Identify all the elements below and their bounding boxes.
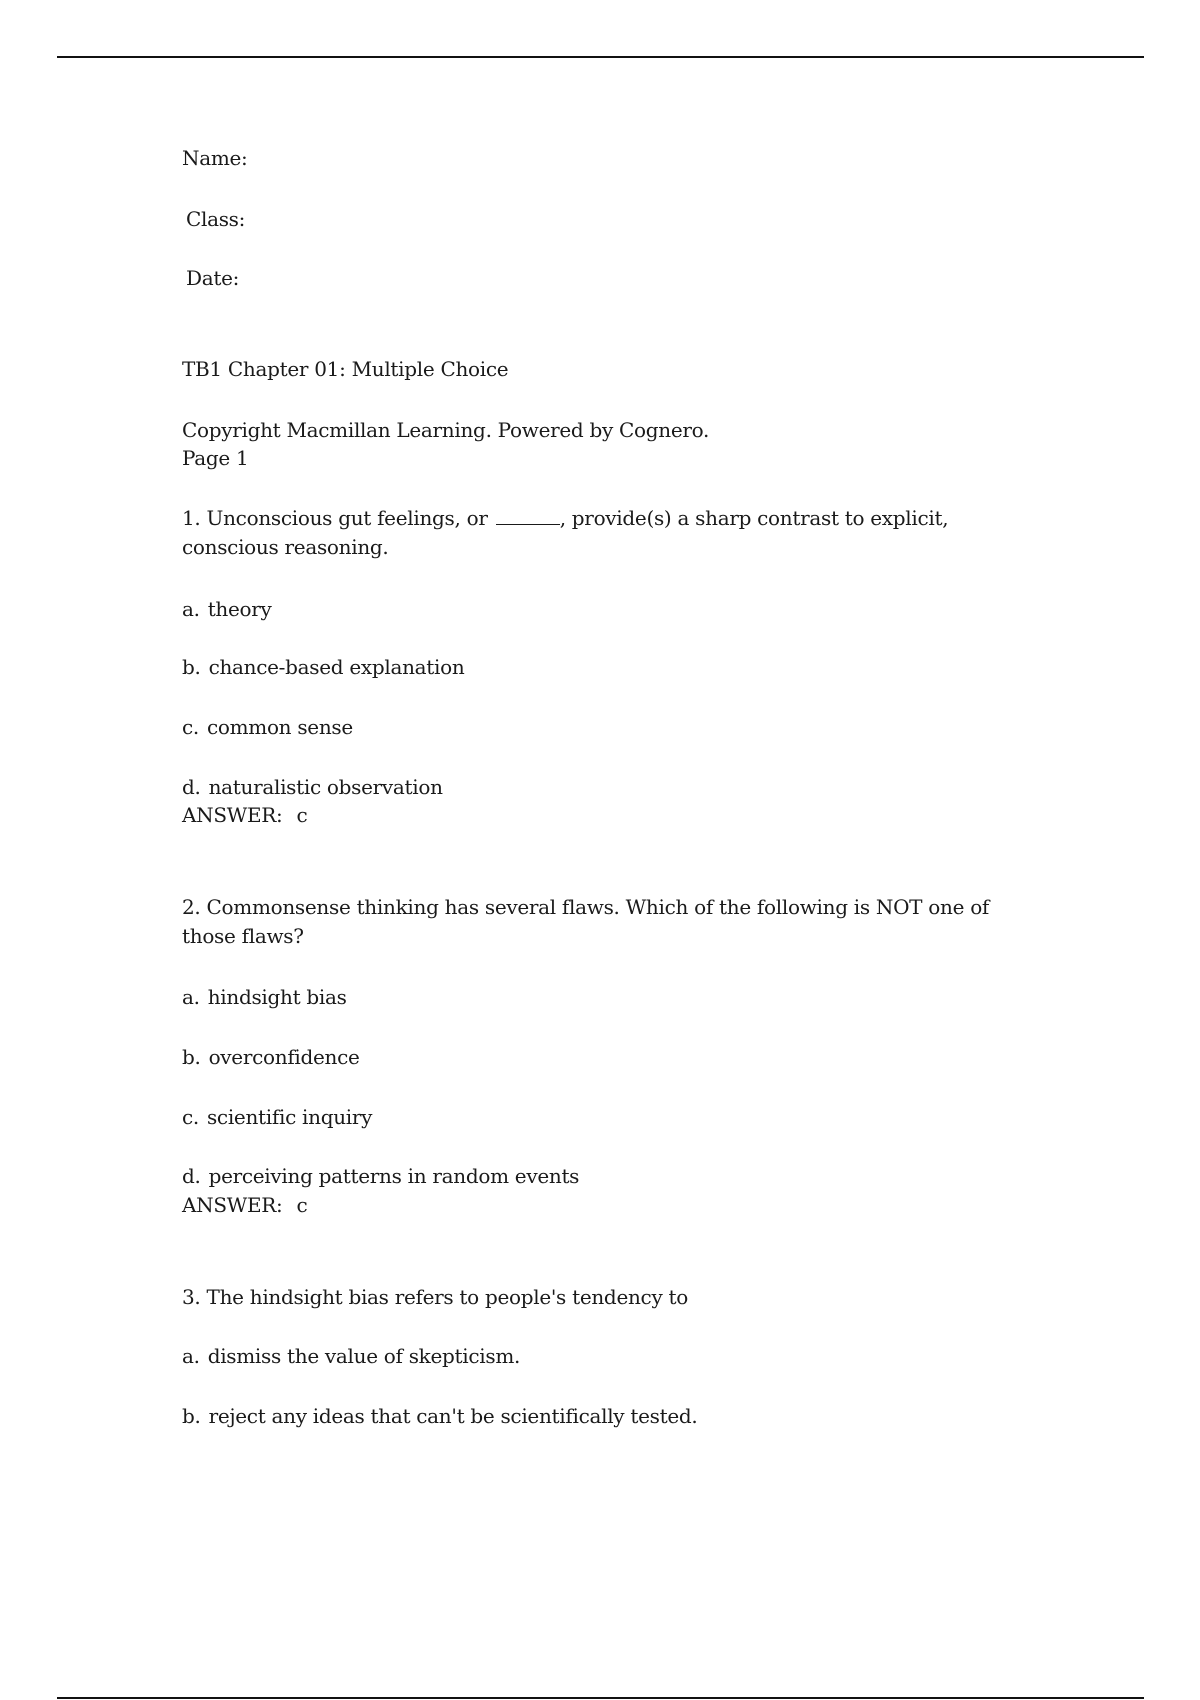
- option-letter: a.: [182, 985, 200, 1009]
- top-rule: [57, 56, 1144, 58]
- option-letter: b.: [182, 1404, 201, 1428]
- name-label: Name:: [182, 146, 248, 170]
- copyright-notice: Copyright Macmillan Learning. Powered by Cognero.: [182, 418, 710, 442]
- question-3-stem: 3. The hindsight bias refers to people's tendency to: [182, 1285, 688, 1309]
- option-letter: d.: [182, 1164, 201, 1188]
- option-text: perceiving patterns in random events: [208, 1164, 580, 1188]
- answer-blank: [496, 508, 560, 525]
- option-letter: b.: [182, 1045, 201, 1069]
- option-text: common sense: [206, 715, 353, 739]
- option-text: dismiss the value of skepticism.: [207, 1344, 521, 1368]
- answer-value: c: [296, 803, 308, 827]
- option-letter: a.: [182, 597, 200, 621]
- question-1-option-d: [182, 773, 443, 801]
- answer-value: c: [296, 1193, 308, 1217]
- option-text: chance-based explanation: [208, 655, 465, 679]
- option-text: theory: [207, 597, 272, 621]
- option-text: naturalistic observation: [208, 775, 443, 799]
- question-1-stem: [182, 504, 1042, 562]
- option-letter: d.: [182, 775, 201, 799]
- question-3-option-a: [182, 1342, 520, 1370]
- option-letter: c.: [182, 1105, 199, 1129]
- option-text: scientific inquiry: [206, 1105, 373, 1129]
- question-2-option-c: [182, 1103, 372, 1131]
- answer-label: ANSWER:: [182, 803, 283, 827]
- answer-label: ANSWER:: [182, 1193, 283, 1217]
- date-label: Date:: [186, 266, 240, 290]
- question-1-option-b: [182, 653, 464, 681]
- option-text: reject any ideas that can't be scientifically tested.: [208, 1404, 698, 1428]
- question-2-option-b: [182, 1043, 360, 1071]
- page-number: Page 1: [182, 446, 249, 470]
- question-2-answer: [182, 1191, 307, 1219]
- question-3-option-b: [182, 1402, 697, 1430]
- question-1-stem-start: 1. Unconscious gut feelings, or: [182, 506, 488, 530]
- section-title: TB1 Chapter 01: Multiple Choice: [182, 357, 509, 381]
- option-letter: a.: [182, 1344, 200, 1368]
- class-label: Class:: [186, 207, 246, 231]
- option-text: overconfidence: [208, 1045, 360, 1069]
- bottom-rule: [57, 1697, 1144, 1699]
- question-2-stem: 2. Commonsense thinking has several flaws. Which of the following is NOT one of those flaws?: [182, 895, 990, 948]
- question-1-option-a: [182, 595, 272, 623]
- question-1-answer: [182, 801, 307, 829]
- question-2-option-a: [182, 983, 347, 1011]
- question-1-option-c: [182, 713, 353, 741]
- question-2-option-d: [182, 1162, 579, 1190]
- question-1-stem-end: , provide(s) a sharp contrast to explicit, conscious reasoning.: [182, 506, 949, 559]
- option-letter: b.: [182, 655, 201, 679]
- option-letter: c.: [182, 715, 199, 739]
- option-text: hindsight bias: [207, 985, 347, 1009]
